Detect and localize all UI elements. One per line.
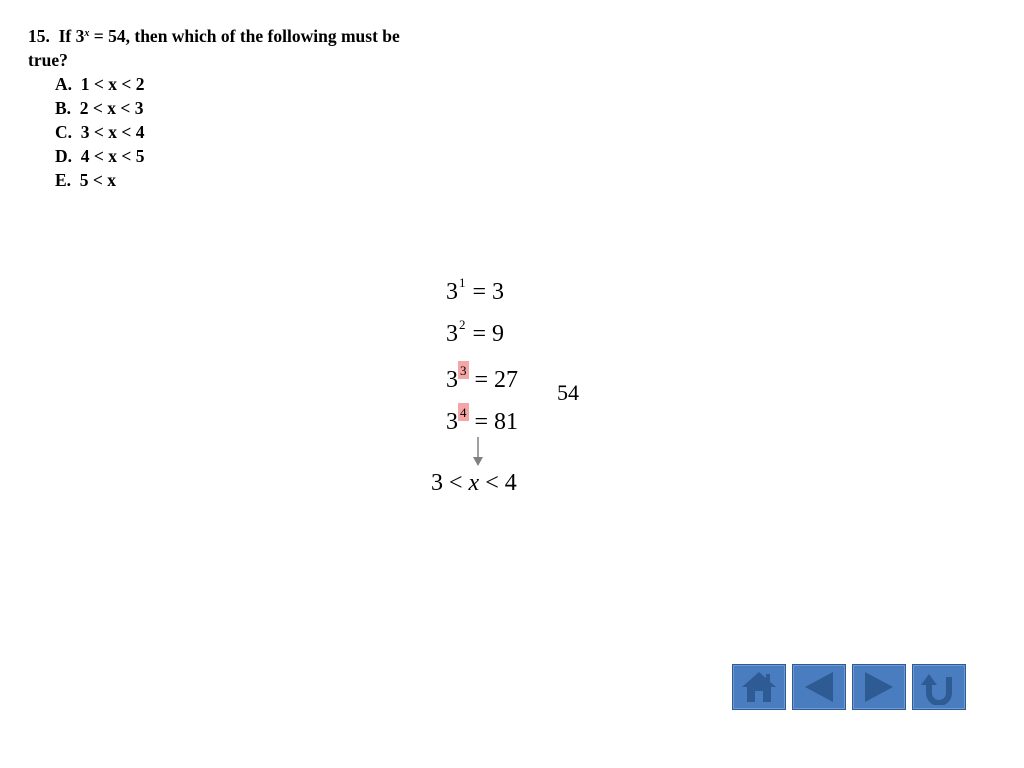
question-prompt-end: = 54, then which of the following must be true? [28,26,400,70]
next-arrow-icon [859,669,899,705]
return-icon [919,669,959,705]
home-icon [739,669,779,705]
question-exponent: x [84,28,90,39]
result-right: < 4 [485,470,517,496]
answer-choices [28,72,408,192]
choice-c: C. 3 < x < 4 [55,122,145,142]
power-equation-3 [446,361,518,394]
previous-button[interactable] [792,664,846,710]
power-equation-1 [446,276,504,306]
result-left: 3 < [431,470,463,496]
power-exponent: 1 [459,275,466,290]
power-exponent: 2 [459,317,466,332]
choice-a: A. 1 < x < 2 [55,74,145,94]
power-equation-4 [446,403,518,436]
highlighted-exponent: 3 [460,363,467,378]
power-result: = 9 [472,321,505,347]
return-button[interactable] [912,664,966,710]
question-block [28,24,408,192]
power-result: = 81 [474,409,519,435]
result-inequality [431,469,517,497]
question-number: 15. [28,26,50,46]
power-equation-2 [446,318,504,348]
power-result: = 3 [472,279,505,305]
question-prompt-start: If 3 [58,26,85,46]
navigation-bar [732,664,966,710]
power-base: 3 [446,321,458,347]
home-button[interactable] [732,664,786,710]
power-base: 3 [446,409,458,435]
previous-arrow-icon [799,669,839,705]
choice-b: B. 2 < x < 3 [55,98,144,118]
choice-d: D. 4 < x < 5 [55,146,145,166]
down-arrow-icon [471,437,485,467]
highlighted-exponent: 4 [460,405,467,420]
result-variable: x [468,470,480,496]
power-base: 3 [446,279,458,305]
power-result: = 27 [474,367,519,393]
next-button[interactable] [852,664,906,710]
target-value: 54 [557,380,579,405]
choice-e: E. 5 < x [55,170,117,190]
power-base: 3 [446,367,458,393]
